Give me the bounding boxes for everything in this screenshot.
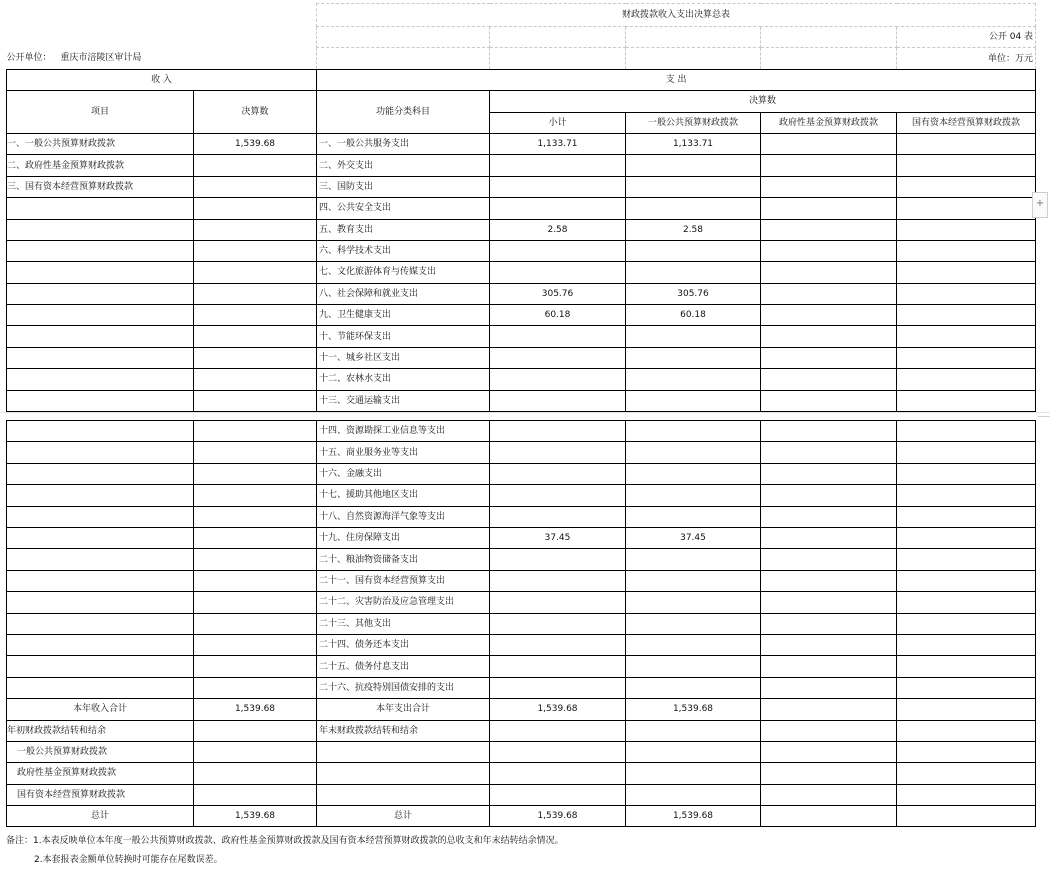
expense-item-cell: 四、公共安全支出: [317, 198, 490, 219]
income-item-cell: 二、政府性基金预算财政拨款: [7, 155, 194, 176]
year-expense-general: 1,539.68: [626, 699, 761, 720]
subtotal-cell: [490, 506, 626, 527]
func-class-header: 功能分类科目: [317, 91, 490, 134]
grand-total-label: 总计: [7, 806, 194, 827]
state-capital-cell: [897, 506, 1036, 527]
table-row: [7, 347, 1036, 368]
income-amount-cell: [194, 549, 317, 570]
table-row: [7, 592, 1036, 613]
unit-label: 公开单位：: [6, 53, 52, 64]
subtotal-cell: [490, 369, 626, 390]
table-row: [7, 485, 1036, 506]
table-row: [7, 155, 1036, 176]
gov-fund-cell: [761, 347, 897, 368]
gov-fund-cell: [761, 549, 897, 570]
income-amount-cell: [194, 656, 317, 677]
year-income-total-amount: 1,539.68: [194, 699, 317, 720]
general-budget-cell: 60.18: [626, 305, 761, 326]
table-row: [7, 133, 1036, 154]
note-1: 备注：1.本表反映单位本年度一般公共预算财政拨款、政府性基金预算财政拨款及国有资本经营预算财政拨款的总收支和年末结转结余情况。: [6, 836, 564, 846]
gov-fund-cell: [761, 570, 897, 591]
report-sheet: [6, 3, 1036, 827]
state-capital-cell: [897, 677, 1036, 698]
table-row: [7, 262, 1036, 283]
table-row: [7, 442, 1036, 463]
table-row: [7, 198, 1036, 219]
state-capital-cell: [897, 656, 1036, 677]
income-item-cell: [7, 677, 194, 698]
year-expense-subtotal: 1,539.68: [490, 699, 626, 720]
income-amount-cell: [194, 176, 317, 197]
state-capital-cell: [897, 463, 1036, 484]
income-amount-cell: [194, 219, 317, 240]
expense-item-cell: 十九、住房保障支出: [317, 527, 490, 548]
expense-item-cell: 六、科学技术支出: [317, 240, 490, 261]
general-budget-cell: [626, 570, 761, 591]
general-budget-cell: [626, 506, 761, 527]
gov-fund-cell: [761, 155, 897, 176]
state-capital-cell: [897, 240, 1036, 261]
income-amount-cell: [194, 326, 317, 347]
table-row: [7, 506, 1036, 527]
subtotal-cell: [490, 262, 626, 283]
general-budget-cell: [626, 634, 761, 655]
table-row: [7, 634, 1036, 655]
income-item-cell: [7, 240, 194, 261]
subtotal-cell: [490, 442, 626, 463]
income-item-cell: [7, 198, 194, 219]
state-capital-cell: [897, 527, 1036, 548]
subtotal-cell: [490, 421, 626, 442]
income-item-cell: [7, 262, 194, 283]
table-row: [7, 613, 1036, 634]
income-item-cell: [7, 390, 194, 411]
expense-item-cell: 二十一、国有资本经营预算支出: [317, 570, 490, 591]
grand-total-income: 1,539.68: [194, 806, 317, 827]
general-budget-cell: [626, 240, 761, 261]
table-row: [7, 219, 1036, 240]
general-budget-cell: [626, 442, 761, 463]
income-amount-cell: [194, 485, 317, 506]
expense-item-cell: 十八、自然资源海洋气象等支出: [317, 506, 490, 527]
page-title: 财政拨款收入支出决算总表: [317, 4, 1036, 27]
expense-item-cell: 十三、交通运输支出: [317, 390, 490, 411]
general-budget-cell: 2.58: [626, 219, 761, 240]
subtotal-cell: [490, 570, 626, 591]
expense-item-cell: 七、文化旅游体育与传媒支出: [317, 262, 490, 283]
income-item-cell: 一、一般公共预算财政拨款: [7, 133, 194, 154]
state-capital-cell: [897, 485, 1036, 506]
table-row: [7, 549, 1036, 570]
begin-carry-label: 年初财政拨款结转和结余: [7, 720, 194, 741]
gov-fund-header: 政府性基金预算财政拨款: [761, 112, 897, 133]
subtotal-cell: [490, 240, 626, 261]
general-budget-cell: 1,133.71: [626, 133, 761, 154]
table-row: [7, 369, 1036, 390]
expense-item-cell: 二十五、债务付息支出: [317, 656, 490, 677]
general-budget-cell: [626, 592, 761, 613]
expense-item-cell: 二十三、其他支出: [317, 613, 490, 634]
grand-total-expense-label: 总计: [317, 806, 490, 827]
income-item-cell: [7, 592, 194, 613]
general-budget-header: 一般公共预算财政拨款: [626, 112, 761, 133]
gov-fund-cell: [761, 369, 897, 390]
income-item-cell: [7, 283, 194, 304]
general-budget-cell: [626, 176, 761, 197]
income-amount-cell: [194, 421, 317, 442]
subtotal-cell: 37.45: [490, 527, 626, 548]
grand-total-subtotal: 1,539.68: [490, 806, 626, 827]
table-number: 公开 04 表: [897, 27, 1036, 48]
gov-fund-cell: [761, 133, 897, 154]
income-item-cell: [7, 347, 194, 368]
state-capital-cell: [897, 326, 1036, 347]
income-amount-cell: [194, 463, 317, 484]
expense-item-cell: 二、外交支出: [317, 155, 490, 176]
state-capital-cell: [897, 262, 1036, 283]
state-capital-cell: [897, 176, 1036, 197]
general-budget-cell: [626, 369, 761, 390]
income-amount-cell: [194, 283, 317, 304]
state-capital-cell: [897, 549, 1036, 570]
subtotal-cell: [490, 390, 626, 411]
subtotal-cell: [490, 656, 626, 677]
table-row: [7, 527, 1036, 548]
table-row: [7, 570, 1036, 591]
general-budget-cell: 305.76: [626, 283, 761, 304]
state-capital-cell: [897, 442, 1036, 463]
income-item-cell: [7, 442, 194, 463]
gov-fund-cell: [761, 305, 897, 326]
item-header: 项目: [7, 91, 194, 134]
income-item-cell: [7, 463, 194, 484]
gov-fund-cell: [761, 506, 897, 527]
general-budget-cell: [626, 326, 761, 347]
expense-item-cell: 十七、援助其他地区支出: [317, 485, 490, 506]
income-amount-cell: [194, 506, 317, 527]
table-body-first: [7, 133, 1036, 411]
publishing-unit: [7, 48, 317, 69]
begin-capital-label: 国有资本经营预算财政拨款: [7, 784, 194, 805]
income-item-cell: [7, 485, 194, 506]
subtotal-cell: 1,133.71: [490, 133, 626, 154]
income-amount-cell: [194, 613, 317, 634]
gov-fund-cell: [761, 390, 897, 411]
divider-handle[interactable]: [1038, 416, 1050, 417]
income-amount-cell: [194, 677, 317, 698]
state-capital-cell: [897, 133, 1036, 154]
income-item-cell: [7, 369, 194, 390]
gov-fund-cell: [761, 219, 897, 240]
general-budget-cell: [626, 347, 761, 368]
income-amount-cell: [194, 198, 317, 219]
subtotal-cell: [490, 592, 626, 613]
subtotal-cell: [490, 549, 626, 570]
subtotal-cell: [490, 485, 626, 506]
income-item-cell: [7, 326, 194, 347]
state-capital-cell: [897, 369, 1036, 390]
begin-gov-fund-label: 政府性基金预算财政拨款: [7, 763, 194, 784]
table-body-second: [7, 421, 1036, 699]
expense-item-cell: 十二、农林水支出: [317, 369, 490, 390]
gov-fund-cell: [761, 463, 897, 484]
gov-fund-cell: [761, 442, 897, 463]
expense-item-cell: 三、国防支出: [317, 176, 490, 197]
general-budget-cell: [626, 485, 761, 506]
end-carry-label: 年末财政拨款结转和结余: [317, 720, 490, 741]
general-budget-cell: [626, 656, 761, 677]
state-capital-cell: [897, 219, 1036, 240]
expense-item-cell: 二十四、债务还本支出: [317, 634, 490, 655]
general-budget-cell: 37.45: [626, 527, 761, 548]
gov-fund-cell: [761, 613, 897, 634]
table-row: [7, 326, 1036, 347]
expense-item-cell: 十、节能环保支出: [317, 326, 490, 347]
table-row: [7, 390, 1036, 411]
table-row: [7, 305, 1036, 326]
general-budget-cell: [626, 463, 761, 484]
subtotal-cell: [490, 326, 626, 347]
state-capital-cell: [897, 613, 1036, 634]
general-budget-cell: [626, 613, 761, 634]
subtotal-cell: [490, 155, 626, 176]
report-table: [6, 3, 1036, 827]
table-row: [7, 463, 1036, 484]
state-capital-cell: [897, 283, 1036, 304]
gov-fund-cell: [761, 527, 897, 548]
state-capital-cell: [897, 305, 1036, 326]
gov-fund-cell: [761, 240, 897, 261]
grand-total-general: 1,539.68: [626, 806, 761, 827]
gov-fund-cell: [761, 198, 897, 219]
gov-fund-cell: [761, 677, 897, 698]
income-item-cell: [7, 656, 194, 677]
currency-unit: 单位：万元: [897, 48, 1036, 69]
state-capital-cell: [897, 155, 1036, 176]
subtotal-cell: [490, 613, 626, 634]
general-budget-cell: [626, 262, 761, 283]
subtotal-cell: [490, 176, 626, 197]
table-row: [7, 656, 1036, 677]
expense-item-cell: 十一、城乡社区支出: [317, 347, 490, 368]
table-row: [7, 283, 1036, 304]
income-item-cell: [7, 527, 194, 548]
income-item-cell: [7, 634, 194, 655]
subtotal-cell: [490, 463, 626, 484]
final-amount-header: 决算数: [490, 91, 1036, 112]
expense-item-cell: 二十、粮油物资储备支出: [317, 549, 490, 570]
income-item-cell: [7, 506, 194, 527]
income-header: 收 入: [7, 69, 317, 90]
expense-item-cell: 二十六、抗疫特别国债安排的支出: [317, 677, 490, 698]
expense-item-cell: 五、教育支出: [317, 219, 490, 240]
expense-item-cell: 九、卫生健康支出: [317, 305, 490, 326]
expense-item-cell: 十五、商业服务业等支出: [317, 442, 490, 463]
state-capital-cell: [897, 198, 1036, 219]
gov-fund-cell: [761, 262, 897, 283]
expense-item-cell: 一、一般公共服务支出: [317, 133, 490, 154]
income-amount-cell: [194, 155, 317, 176]
income-item-cell: [7, 421, 194, 442]
page-divider: [0, 412, 1050, 413]
income-amount-cell: 1,539.68: [194, 133, 317, 154]
gov-fund-cell: [761, 485, 897, 506]
gov-fund-cell: [761, 592, 897, 613]
income-item-cell: 三、国有资本经营预算财政拨款: [7, 176, 194, 197]
income-amount-cell: [194, 347, 317, 368]
state-capital-cell: [897, 390, 1036, 411]
income-amount-cell: [194, 262, 317, 283]
gov-fund-cell: [761, 326, 897, 347]
general-budget-cell: [626, 155, 761, 176]
income-amount-cell: [194, 527, 317, 548]
table-row: [7, 240, 1036, 261]
expense-item-cell: 八、社会保障和就业支出: [317, 283, 490, 304]
state-capital-cell: [897, 347, 1036, 368]
gov-fund-cell: [761, 283, 897, 304]
general-budget-cell: [626, 677, 761, 698]
general-budget-cell: [626, 549, 761, 570]
amount-header: 决算数: [194, 91, 317, 134]
income-item-cell: [7, 613, 194, 634]
income-item-cell: [7, 219, 194, 240]
income-item-cell: [7, 570, 194, 591]
expense-item-cell: 二十二、灾害防治及应急管理支出: [317, 592, 490, 613]
income-item-cell: [7, 305, 194, 326]
table-row: [7, 176, 1036, 197]
table-row: [7, 677, 1036, 698]
year-income-total-label: 本年收入合计: [7, 699, 194, 720]
expense-item-cell: 十六、金融支出: [317, 463, 490, 484]
subtotal-cell: [490, 634, 626, 655]
gov-fund-cell: [761, 421, 897, 442]
general-budget-cell: [626, 390, 761, 411]
state-capital-cell: [897, 570, 1036, 591]
state-capital-cell: [897, 421, 1036, 442]
subtotal-header: 小计: [490, 112, 626, 133]
income-amount-cell: [194, 592, 317, 613]
state-capital-header: 国有资本经营预算财政拨款: [897, 112, 1036, 133]
add-icon[interactable]: +: [1032, 192, 1048, 218]
income-amount-cell: [194, 634, 317, 655]
subtotal-cell: [490, 198, 626, 219]
income-amount-cell: [194, 369, 317, 390]
unit-name: 重庆市涪陵区审计局: [60, 53, 142, 64]
income-amount-cell: [194, 305, 317, 326]
subtotal-cell: [490, 347, 626, 368]
gov-fund-cell: [761, 176, 897, 197]
general-budget-cell: [626, 198, 761, 219]
table-row: [7, 421, 1036, 442]
income-amount-cell: [194, 442, 317, 463]
subtotal-cell: 2.58: [490, 219, 626, 240]
income-item-cell: [7, 549, 194, 570]
state-capital-cell: [897, 634, 1036, 655]
subtotal-cell: [490, 677, 626, 698]
gov-fund-cell: [761, 634, 897, 655]
begin-general-label: 一般公共预算财政拨款: [7, 741, 194, 762]
income-amount-cell: [194, 570, 317, 591]
state-capital-cell: [897, 592, 1036, 613]
expense-header: 支 出: [317, 69, 1036, 90]
notes: [6, 832, 564, 870]
income-amount-cell: [194, 390, 317, 411]
expense-item-cell: 十四、资源勘探工业信息等支出: [317, 421, 490, 442]
note-2: 2.本套报表金额单位转换时可能存在尾数误差。: [34, 855, 223, 865]
subtotal-cell: 305.76: [490, 283, 626, 304]
income-amount-cell: [194, 240, 317, 261]
general-budget-cell: [626, 421, 761, 442]
year-expense-total-label: 本年支出合计: [317, 699, 490, 720]
gov-fund-cell: [761, 656, 897, 677]
subtotal-cell: 60.18: [490, 305, 626, 326]
